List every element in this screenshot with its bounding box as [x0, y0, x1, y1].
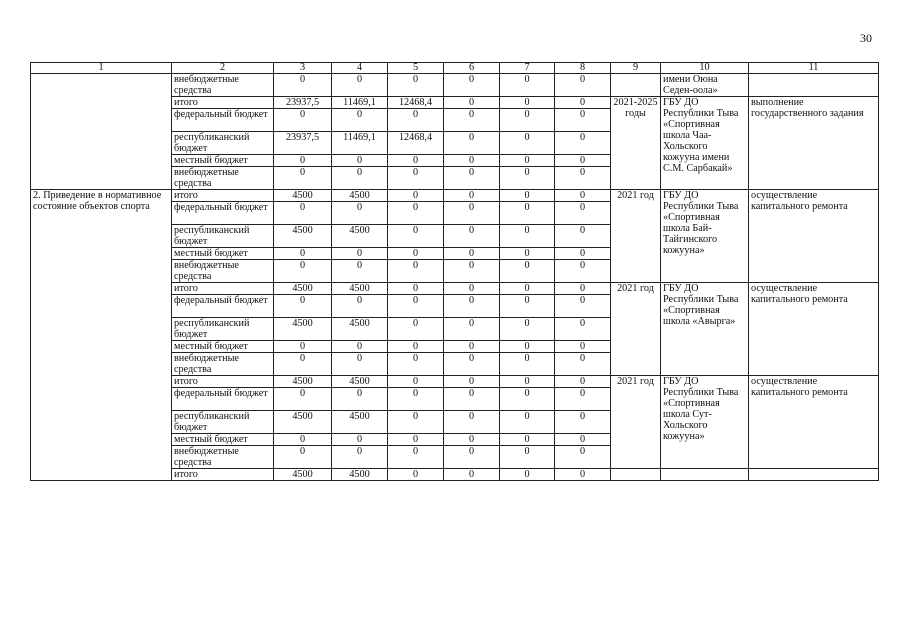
result-cell	[749, 74, 879, 97]
funding-source: итого	[172, 190, 274, 202]
amount-cell: 0	[444, 411, 500, 434]
amount-cell: 0	[500, 353, 555, 376]
funding-source: итого	[172, 97, 274, 109]
amount-cell: 4500	[274, 190, 332, 202]
amount-cell: 0	[444, 434, 500, 446]
funding-source: внебюджетные средства	[172, 353, 274, 376]
column-number: 10	[661, 63, 749, 74]
amount-cell: 0	[388, 155, 444, 167]
amount-cell: 0	[444, 202, 500, 225]
amount-cell: 0	[388, 225, 444, 248]
amount-cell: 0	[444, 318, 500, 341]
amount-cell: 0	[555, 388, 611, 411]
column-number: 6	[444, 63, 500, 74]
amount-cell: 0	[444, 248, 500, 260]
amount-cell: 0	[555, 446, 611, 469]
amount-cell: 0	[388, 248, 444, 260]
amount-cell: 0	[444, 109, 500, 132]
amount-cell: 0	[332, 155, 388, 167]
amount-cell: 0	[500, 74, 555, 97]
column-number: 8	[555, 63, 611, 74]
executor-cell: имени Оюна Седен-оола»	[661, 74, 749, 97]
amount-cell: 0	[500, 248, 555, 260]
amount-cell: 0	[388, 295, 444, 318]
table-row	[31, 74, 879, 97]
amount-cell: 0	[555, 97, 611, 109]
amount-cell: 4500	[332, 469, 388, 481]
funding-source: республиканский бюджет	[172, 132, 274, 155]
page-number: 30	[860, 31, 872, 45]
amount-cell: 4500	[332, 225, 388, 248]
amount-cell: 0	[274, 341, 332, 353]
amount-cell: 0	[332, 388, 388, 411]
amount-cell: 4500	[274, 411, 332, 434]
amount-cell: 0	[444, 132, 500, 155]
amount-cell: 0	[555, 376, 611, 388]
amount-cell: 0	[500, 318, 555, 341]
funding-source: местный бюджет	[172, 248, 274, 260]
funding-source: итого	[172, 469, 274, 481]
amount-cell: 23937,5	[274, 132, 332, 155]
amount-cell: 0	[332, 434, 388, 446]
amount-cell: 0	[274, 248, 332, 260]
executor-cell: ГБУ ДО Республики Тыва «Спортивная школа Бай-Тайгинского кожууна»	[661, 190, 749, 283]
amount-cell: 0	[500, 283, 555, 295]
funding-source: внебюджетные средства	[172, 167, 274, 190]
period-cell	[611, 469, 661, 481]
amount-cell: 0	[555, 74, 611, 97]
column-number: 4	[332, 63, 388, 74]
amount-cell: 0	[444, 469, 500, 481]
amount-cell: 0	[500, 260, 555, 283]
amount-cell: 0	[444, 167, 500, 190]
amount-cell: 0	[500, 132, 555, 155]
budget-table	[30, 62, 879, 481]
column-number: 7	[500, 63, 555, 74]
amount-cell: 0	[444, 74, 500, 97]
amount-cell: 0	[500, 295, 555, 318]
column-number: 11	[749, 63, 879, 74]
column-number: 9	[611, 63, 661, 74]
amount-cell: 0	[444, 388, 500, 411]
amount-cell: 0	[388, 446, 444, 469]
activity-name	[31, 74, 172, 190]
amount-cell: 0	[332, 202, 388, 225]
amount-cell: 0	[274, 260, 332, 283]
period-cell	[611, 74, 661, 97]
funding-source: итого	[172, 376, 274, 388]
amount-cell: 4500	[274, 225, 332, 248]
period-cell: 2021-2025 годы	[611, 97, 661, 190]
column-number: 1	[31, 63, 172, 74]
column-number: 5	[388, 63, 444, 74]
amount-cell: 0	[500, 109, 555, 132]
funding-source: федеральный бюджет	[172, 109, 274, 132]
amount-cell: 0	[274, 353, 332, 376]
amount-cell: 0	[388, 376, 444, 388]
funding-source: республиканский бюджет	[172, 225, 274, 248]
amount-cell: 0	[500, 225, 555, 248]
amount-cell: 0	[388, 434, 444, 446]
amount-cell: 4500	[274, 376, 332, 388]
amount-cell: 12468,4	[388, 132, 444, 155]
executor-cell: ГБУ ДО Республики Тыва «Спортивная школа Сут-Хольского кожууна»	[661, 376, 749, 469]
amount-cell: 0	[555, 469, 611, 481]
amount-cell: 4500	[274, 283, 332, 295]
result-cell: осуществление капитального ремонта	[749, 376, 879, 469]
result-cell: осуществление капитального ремонта	[749, 190, 879, 283]
table-row	[31, 190, 879, 202]
amount-cell: 0	[332, 167, 388, 190]
amount-cell: 0	[555, 109, 611, 132]
amount-cell: 0	[388, 190, 444, 202]
column-number: 3	[274, 63, 332, 74]
funding-source: внебюджетные средства	[172, 74, 274, 97]
amount-cell: 0	[444, 190, 500, 202]
amount-cell: 0	[332, 341, 388, 353]
amount-cell: 4500	[332, 411, 388, 434]
amount-cell: 0	[444, 260, 500, 283]
amount-cell: 0	[500, 155, 555, 167]
amount-cell: 4500	[274, 318, 332, 341]
amount-cell: 0	[274, 109, 332, 132]
amount-cell: 0	[388, 388, 444, 411]
amount-cell: 0	[332, 109, 388, 132]
amount-cell: 0	[388, 353, 444, 376]
amount-cell: 0	[388, 260, 444, 283]
amount-cell: 0	[388, 411, 444, 434]
amount-cell: 0	[274, 202, 332, 225]
amount-cell: 23937,5	[274, 97, 332, 109]
amount-cell: 0	[444, 376, 500, 388]
amount-cell: 0	[500, 97, 555, 109]
amount-cell: 0	[388, 283, 444, 295]
amount-cell: 0	[274, 388, 332, 411]
funding-source: местный бюджет	[172, 434, 274, 446]
amount-cell: 0	[555, 318, 611, 341]
amount-cell: 0	[500, 202, 555, 225]
amount-cell: 0	[332, 74, 388, 97]
funding-source: внебюджетные средства	[172, 260, 274, 283]
period-cell: 2021 год	[611, 376, 661, 469]
amount-cell: 0	[444, 341, 500, 353]
executor-cell: ГБУ ДО Республики Тыва «Спортивная школа Чаа-Хольского кожууна имени С.М. Сарбакай»	[661, 97, 749, 190]
amount-cell: 11469,1	[332, 97, 388, 109]
column-number: 2	[172, 63, 274, 74]
amount-cell: 0	[332, 446, 388, 469]
amount-cell: 0	[500, 190, 555, 202]
amount-cell: 0	[444, 155, 500, 167]
amount-cell: 0	[555, 190, 611, 202]
amount-cell: 4500	[332, 376, 388, 388]
amount-cell: 0	[388, 167, 444, 190]
amount-cell: 0	[332, 248, 388, 260]
executor-cell	[661, 469, 749, 481]
amount-cell: 0	[444, 225, 500, 248]
amount-cell: 0	[444, 97, 500, 109]
amount-cell: 0	[274, 295, 332, 318]
funding-source: федеральный бюджет	[172, 388, 274, 411]
amount-cell: 0	[444, 446, 500, 469]
amount-cell: 0	[388, 109, 444, 132]
amount-cell: 0	[555, 341, 611, 353]
amount-cell: 4500	[332, 318, 388, 341]
amount-cell: 0	[274, 434, 332, 446]
amount-cell: 0	[388, 74, 444, 97]
amount-cell: 0	[555, 434, 611, 446]
amount-cell: 4500	[332, 190, 388, 202]
amount-cell: 0	[555, 411, 611, 434]
period-cell: 2021 год	[611, 190, 661, 283]
funding-source: местный бюджет	[172, 341, 274, 353]
amount-cell: 0	[444, 283, 500, 295]
amount-cell: 0	[555, 225, 611, 248]
amount-cell: 0	[388, 202, 444, 225]
amount-cell: 12468,4	[388, 97, 444, 109]
amount-cell: 0	[500, 388, 555, 411]
amount-cell: 0	[555, 260, 611, 283]
executor-cell: ГБУ ДО Республики Тыва «Спортивная школа «Авырга»	[661, 283, 749, 376]
result-cell	[749, 469, 879, 481]
amount-cell: 0	[555, 295, 611, 318]
amount-cell: 0	[274, 167, 332, 190]
period-cell: 2021 год	[611, 283, 661, 376]
funding-source: республиканский бюджет	[172, 318, 274, 341]
amount-cell: 0	[555, 155, 611, 167]
amount-cell: 0	[388, 318, 444, 341]
funding-source: федеральный бюджет	[172, 295, 274, 318]
amount-cell: 0	[274, 74, 332, 97]
amount-cell: 0	[555, 167, 611, 190]
amount-cell: 0	[500, 376, 555, 388]
amount-cell: 0	[274, 446, 332, 469]
amount-cell: 0	[500, 446, 555, 469]
amount-cell: 4500	[274, 469, 332, 481]
amount-cell: 0	[555, 202, 611, 225]
amount-cell: 0	[388, 341, 444, 353]
amount-cell: 0	[500, 469, 555, 481]
funding-source: федеральный бюджет	[172, 202, 274, 225]
amount-cell: 4500	[332, 283, 388, 295]
amount-cell: 0	[332, 353, 388, 376]
amount-cell: 0	[555, 283, 611, 295]
amount-cell: 0	[274, 155, 332, 167]
activity-name: 2. Приведение в нормативное состояние объектов спорта	[31, 190, 172, 481]
amount-cell: 0	[332, 260, 388, 283]
funding-source: внебюджетные средства	[172, 446, 274, 469]
amount-cell: 0	[444, 295, 500, 318]
amount-cell: 0	[500, 434, 555, 446]
funding-source: республиканский бюджет	[172, 411, 274, 434]
amount-cell: 0	[500, 167, 555, 190]
amount-cell: 0	[444, 353, 500, 376]
amount-cell: 11469,1	[332, 132, 388, 155]
result-cell: выполнение государственного задания	[749, 97, 879, 190]
amount-cell: 0	[332, 295, 388, 318]
funding-source: местный бюджет	[172, 155, 274, 167]
result-cell: осуществление капитального ремонта	[749, 283, 879, 376]
amount-cell: 0	[500, 341, 555, 353]
amount-cell: 0	[500, 411, 555, 434]
amount-cell: 0	[555, 132, 611, 155]
column-number-row	[31, 63, 879, 74]
funding-source: итого	[172, 283, 274, 295]
amount-cell: 0	[388, 469, 444, 481]
amount-cell: 0	[555, 353, 611, 376]
amount-cell: 0	[555, 248, 611, 260]
